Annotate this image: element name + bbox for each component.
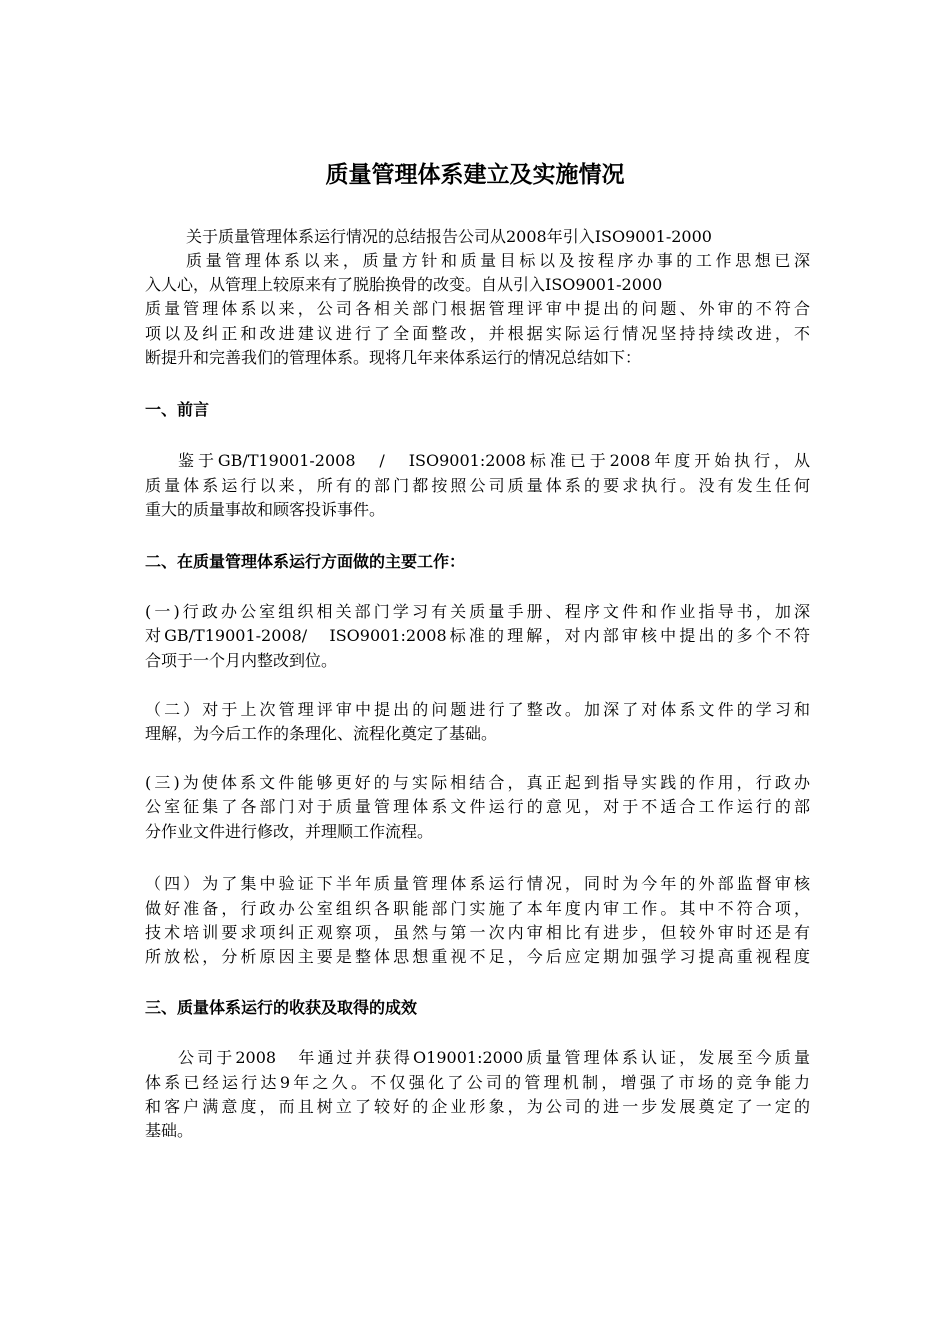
paragraph-line: (一)行政办公室组织相关部门学习有关质量手册、程序文件和作业指导书，加深 (145, 602, 810, 621)
paragraph-line: 公室征集了各部门对于质量管理体系文件运行的意见，对于不适合工作运行的部 (145, 797, 810, 816)
paragraph-line: (三)为使体系文件能够更好的与实际相结合，真正起到指导实践的作用，行政办 (145, 773, 810, 792)
paragraph-line: 所放松，分析原因主要是整体思想重视不足，今后应定期加强学习提高重视程度 (145, 947, 810, 966)
paragraph-line: 重大的质量事故和顾客投诉事件。 (145, 500, 386, 519)
paragraph-line: 技术培训要求项纠正观察项，虽然与第一次内审相比有进步，但较外审时还是有 (145, 923, 810, 942)
intro-line: 入人心，从管理上较原来有了脱胎换骨的改变。自从引入ISO9001-2000 (145, 275, 663, 294)
intro-line: 断提升和完善我们的管理体系。现将几年来体系运行的情况总结如下： (145, 348, 642, 367)
paragraph-line: 体系已经运行达9年之久。不仅强化了公司的管理机制，增强了市场的竞争能力 (145, 1073, 810, 1092)
paragraph-line: 做好准备，行政办公室组织各职能部门实施了本年度内审工作。其中不符合项， (145, 899, 810, 918)
paragraph-line: 鉴于GB/T19001-2008 / ISO9001:2008标准已于2008年度开始执行，从 (178, 451, 810, 470)
paragraph-line: 分作业文件进行修改，并理顺工作流程。 (145, 822, 434, 841)
intro-line: 项以及纠正和改进建议进行了全面整改，并根据实际运行情况坚持持续改进，不 (145, 324, 810, 343)
intro-line: 质量管理体系以来，公司各相关部门根据管理评审中提出的问题、外审的不符合 (145, 299, 810, 318)
intro-line: 关于质量管理体系运行情况的总结报告公司从2008年引入ISO9001-2000 (186, 227, 712, 246)
intro-line: 质量管理体系以来，质量方针和质量目标以及按程序办事的工作思想已深 (186, 251, 810, 270)
paragraph-line: 质量体系运行以来，所有的部门都按照公司质量体系的要求执行。没有发生任何 (145, 476, 810, 495)
document-title: 质量管理体系建立及实施情况 (325, 162, 625, 188)
section-heading: 二、在质量管理体系运行方面做的主要工作： (145, 552, 466, 571)
paragraph-line: 基础。 (145, 1121, 194, 1140)
paragraph-line: （四）为了集中验证下半年质量管理体系运行情况，同时为今年的外部监督审核 (145, 874, 810, 893)
section-heading: 一、前言 (145, 400, 210, 419)
section-heading: 三、质量体系运行的收获及取得的成效 (145, 998, 418, 1017)
paragraph-line: 理解，为今后工作的条理化、流程化奠定了基础。 (145, 724, 498, 743)
paragraph-line: 公司于2008 年通过并获得O19001:2000质量管理体系认证，发展至今质量 (178, 1048, 810, 1067)
paragraph-line: 合项于一个月内整改到位。 (145, 651, 338, 670)
paragraph-line: 和客户满意度，而且树立了较好的企业形象，为公司的进一步发展奠定了一定的 (145, 1097, 810, 1116)
paragraph-line: 对GB/T19001-2008/ ISO9001:2008标准的理解，对内部审核中提出的多个不符 (145, 626, 810, 645)
paragraph-line: （二）对于上次管理评审中提出的问题进行了整改。加深了对体系文件的学习和 (145, 700, 810, 719)
